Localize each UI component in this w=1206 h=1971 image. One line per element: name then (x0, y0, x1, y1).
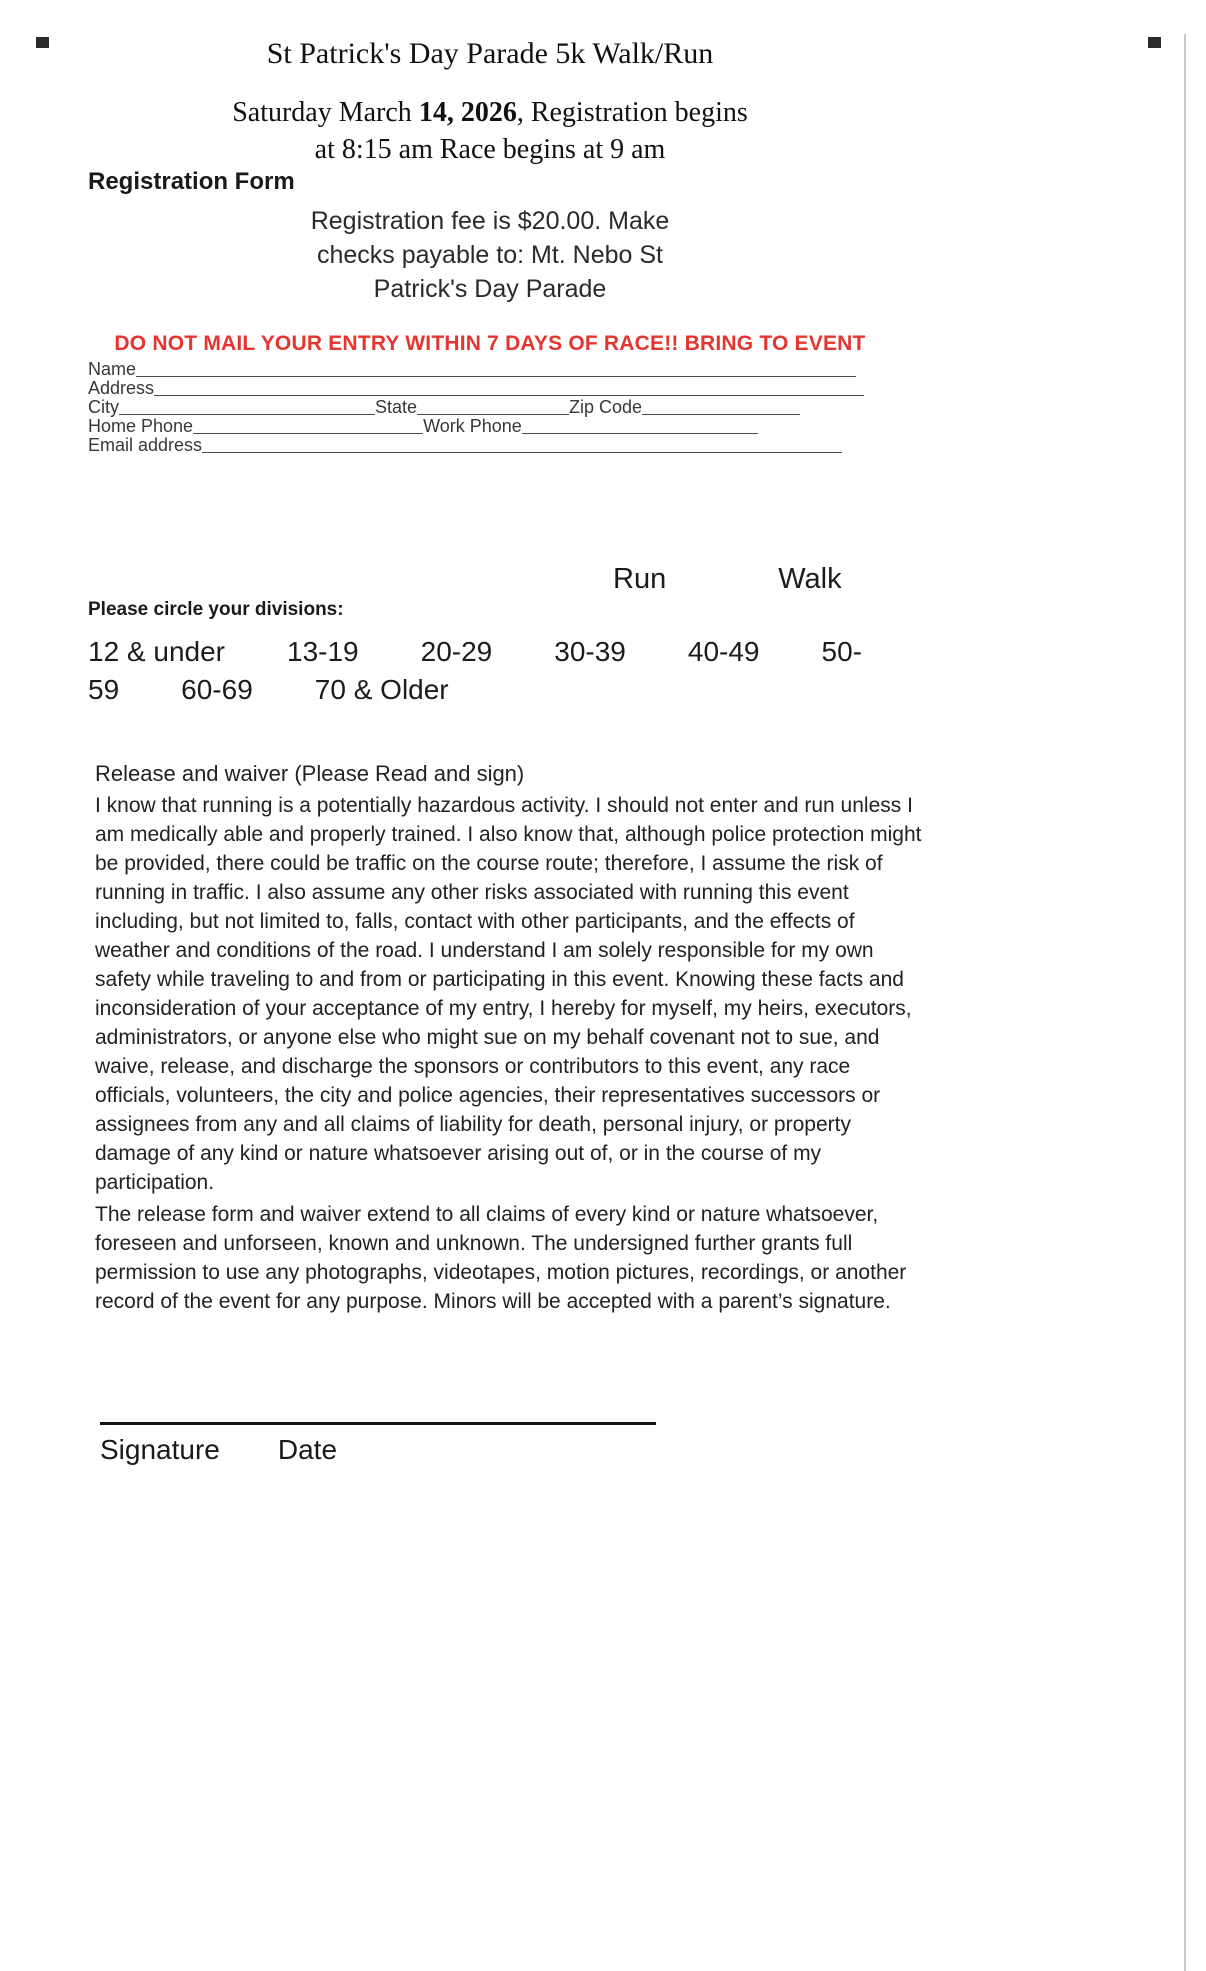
division-item: 60-69 (181, 674, 253, 705)
city-label: City (88, 397, 119, 417)
state-input-line[interactable] (417, 402, 569, 415)
name-label: Name (88, 359, 137, 379)
division-item: 20-29 (420, 636, 493, 667)
page-title: St Patrick's Day Parade 5k Walk/Run (266, 37, 714, 70)
work-phone-label: Work Phone (423, 416, 522, 436)
date-text-pre: Saturday March (232, 97, 419, 128)
fee-line-1: Registration fee is $20.00. Make (310, 207, 670, 235)
signature-line[interactable] (100, 1422, 656, 1425)
waiver-paragraph-1: I know that running is a potentially hazardous activity. I should not enter and run unless I am medically able and properly trained. I also know that, although police protection might be provided, there could be traffic on the course route; therefore, I assume the risk of running in traffic. I also assume any other risks associated with running this event including, but not limited to, falls, contact with other participants, and the effects of weather and conditions of the road. I understand I am solely responsible for my own safety while traveling to and from or participating in this event. Knowing these facts and inconsideration of your acceptance of my entry, I hereby for myself, my heirs, executors, administrators, or anyone else who might sue on my behalf covenant not to sue, and waive, release, and discharge the sponsors or contributors to this event, any race officials, volunteers, the city and police agencies, their representatives successors or assignees from any and all claims of liability for death, personal injury, or property damage of any kind or nature whatsoever arising out of, or in the course of my participation. (95, 794, 922, 1194)
email-input-line[interactable] (202, 440, 842, 453)
divisions-list (88, 633, 980, 709)
state-label: State (375, 397, 418, 417)
name-input-line[interactable] (136, 364, 856, 377)
corner-mark-right (1148, 37, 1161, 48)
walk-label: Walk (778, 563, 842, 595)
fee-note (0, 204, 980, 306)
registration-document (0, 34, 980, 1467)
divisions-line-2 (88, 671, 980, 709)
date-text-post: , Registration begins (516, 97, 748, 128)
phone-row (88, 417, 980, 436)
email-label: Email address (88, 435, 203, 455)
division-item: 30-39 (554, 636, 626, 667)
home-phone-input-line[interactable] (193, 421, 423, 434)
address-input-line[interactable] (154, 383, 864, 396)
zip-label: Zip Code (569, 397, 643, 417)
waiver-heading: Release and waiver (Please Read and sign) (95, 761, 525, 786)
zip-input-line[interactable] (642, 402, 800, 415)
division-item: 50- (821, 636, 862, 667)
division-item: 70 & Older (314, 674, 449, 705)
division-item: 59 (88, 674, 120, 705)
division-item: 40-49 (687, 636, 760, 667)
email-row (88, 436, 980, 455)
run-label: Run (613, 563, 667, 595)
division-item: 13-19 (287, 636, 359, 667)
registration-form-heading: Registration Form (88, 168, 295, 195)
city-input-line[interactable] (119, 402, 375, 415)
signature-label: Signature (100, 1434, 220, 1465)
name-row (88, 360, 980, 379)
mail-warning: DO NOT MAIL YOUR ENTRY WITHIN 7 DAYS OF RACE!! BRING TO EVENT (114, 332, 866, 355)
work-phone-input-line[interactable] (522, 421, 758, 434)
run-walk-row (0, 562, 980, 596)
home-phone-label: Home Phone (88, 416, 194, 436)
scrollbar[interactable] (1184, 34, 1186, 1971)
event-date-line (0, 94, 980, 168)
city-state-zip-row (88, 398, 980, 417)
address-label: Address (88, 378, 155, 398)
divisions-line-1 (88, 633, 980, 671)
divisions-heading: Please circle your divisions: (88, 599, 344, 620)
date-text-bold: 14, 2026 (418, 97, 517, 128)
date-text-line2: at 8:15 am Race begins at 9 am (314, 134, 666, 165)
contact-fields (88, 360, 980, 455)
signature-labels (100, 1433, 980, 1467)
address-row (88, 379, 980, 398)
fee-line-3: Patrick's Day Parade (373, 275, 607, 303)
division-item: 12 & under (88, 636, 225, 667)
date-label: Date (277, 1434, 338, 1465)
waiver-paragraph-2: The release form and waiver extend to all claims of every kind or nature whatsoever, foreseen and unforseen, known and unknown. The undersigned further grants full permission to use any photographs, videotapes, motion pictures, recordings, or another record of the event for any purpose. Minors will be accepted with a parent’s signature. (95, 1203, 907, 1313)
fee-line-2: checks payable to: Mt. Nebo St (316, 241, 663, 269)
